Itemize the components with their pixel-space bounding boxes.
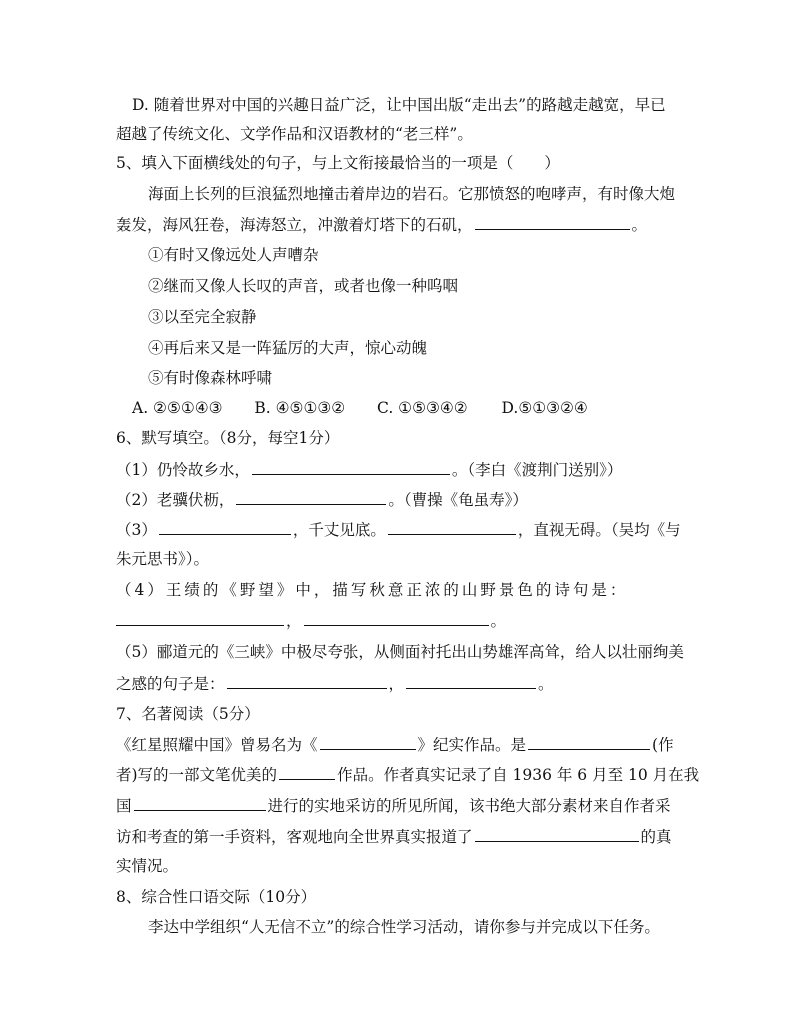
q7-title: 7、名著阅读（5分） — [116, 705, 260, 723]
q5-choice-a[interactable]: A. ②⑤①④③ — [132, 399, 223, 417]
q6-s2-suffix: 。（曹操《龟虽寿》） — [388, 491, 528, 509]
q7-line5: 实情况。 — [116, 857, 179, 875]
q5-choice-b[interactable]: B. ④⑤①③② — [254, 399, 346, 417]
q6-s1-prefix: （1）仍怜故乡水， — [116, 461, 250, 479]
q7-blank-author[interactable] — [528, 734, 650, 750]
q4-option-d-line1: D. 随着世界对中国的兴趣日益广泛，让中国出版“走出去”的路越走越宽，早已 — [132, 96, 666, 114]
q5-choices — [132, 398, 702, 418]
q7-l2-a: 者)写的一部文笔优美的 — [116, 766, 278, 784]
q6-s3-mid: ，千丈见底。 — [292, 521, 386, 539]
q7-l1-c: (作 — [652, 736, 674, 754]
q6-s1-blank[interactable] — [252, 459, 450, 475]
q7-l3-a: 国 — [116, 797, 132, 815]
q6-s5-end: 。 — [538, 675, 554, 693]
q7-l4-a: 访和考查的第一手资料，客观地向全世界真实报道了 — [116, 828, 473, 846]
q7-line3 — [116, 795, 686, 816]
q5-item-5: ⑤有时像森林呼啸 — [148, 369, 273, 387]
q6-s3 — [116, 519, 686, 540]
q6-s3-blank-1[interactable] — [159, 519, 291, 535]
q6-s4-blank-2[interactable] — [304, 610, 489, 626]
q6-s5-prefix: 之感的句子是： — [116, 675, 225, 693]
q7-l3-b: 进行的实地采访的所见所闻，该书绝大部分素材来自作者采 — [267, 797, 671, 815]
q6-s1 — [116, 459, 686, 480]
q6-s2 — [116, 489, 686, 510]
q6-s4-line1: （4）王绩的《野望》中，描写秋意正浓的山野景色的诗句是： — [116, 581, 629, 599]
q8-intro: 李达中学组织“人无信不立”的综合性学习活动，请你参与并完成以下任务。 — [148, 918, 660, 936]
q6-s1-suffix: 。（李白《渡荆门送别》） — [451, 461, 623, 479]
q5-passage-end: 。 — [631, 216, 648, 234]
q7-blank-subject[interactable] — [475, 826, 639, 842]
q6-s5-line2 — [116, 673, 686, 694]
q5-item-2: ②继而又像人长叹的声音，或者也像一种呜咽 — [148, 277, 459, 295]
q7-blank-rename[interactable] — [320, 734, 416, 750]
q7-l4-b: 的真 — [640, 828, 672, 846]
q7-line1 — [116, 734, 686, 755]
q5-passage-text: 轰发，海风狂卷，海涛怒立，冲激着灯塔下的石矶， — [116, 216, 473, 234]
q7-l2-b: 作品。作者真实记录了自 1936 年 6 月至 10 月在我 — [337, 766, 700, 784]
q5-passage-line2 — [116, 214, 686, 235]
q5-item-1: ①有时又像远处人声嘈杂 — [148, 246, 319, 264]
q5-answer-blank[interactable] — [475, 214, 630, 230]
q5-passage-line1: 海面上长列的巨浪猛烈地撞击着岸边的岩石。它那愤怒的咆哮声，有时像大炮 — [148, 185, 676, 203]
q6-s5-blank-2[interactable] — [406, 673, 536, 689]
q6-title: 6、默写填空。（8分，每空1分） — [116, 429, 340, 447]
q5-choice-d[interactable]: D.⑤①③②④ — [501, 399, 588, 417]
q5-title: 5、填入下面横线处的句子，与上文衔接最恰当的一项是（ ） — [116, 154, 560, 172]
q7-line2 — [116, 764, 700, 785]
q6-s4-end: 。 — [490, 612, 507, 630]
q6-s3-prefix: （3） — [116, 521, 157, 539]
q5-item-4: ④再后来又是一阵猛厉的大声，惊心动魄 — [148, 339, 428, 357]
q7-blank-region[interactable] — [134, 795, 266, 811]
q6-s5-blank-1[interactable] — [227, 673, 387, 689]
q6-s2-blank[interactable] — [236, 489, 386, 505]
q7-blank-genre[interactable] — [279, 764, 335, 780]
q5-choice-c[interactable]: C. ①⑤③④② — [377, 399, 468, 417]
q5-item-3: ③以至完全寂静 — [148, 308, 257, 326]
q6-s4-blank-1[interactable] — [116, 610, 284, 626]
q4-option-d-line2: 超越了传统文化、文学作品和汉语教材的“老三样”。 — [116, 125, 473, 143]
q6-s3-line2: 朱元思书》）。 — [116, 550, 210, 568]
q6-s4-mid: ， — [286, 612, 302, 630]
q8-title: 8、综合性口语交际（10分） — [116, 888, 317, 906]
q6-s3-blank-2[interactable] — [388, 519, 516, 535]
q6-s2-prefix: （2）老骥伏枥， — [116, 491, 235, 509]
q6-s5-mid: ， — [388, 675, 405, 693]
q7-l1-b: 》纪实作品。是 — [417, 736, 527, 754]
q7-line4 — [116, 826, 686, 847]
q6-s5-line1: （5）郦道元的《三峡》中极尽夸张，从侧面衬托出山势雄浑高耸，给人以壮丽绚美 — [116, 643, 684, 661]
q7-l1-a: 《红星照耀中国》曾易名为《 — [116, 736, 318, 754]
q6-s4-line2 — [116, 610, 686, 631]
q6-s3-suffix: ，直视无碍。（吴均《与 — [517, 521, 681, 539]
